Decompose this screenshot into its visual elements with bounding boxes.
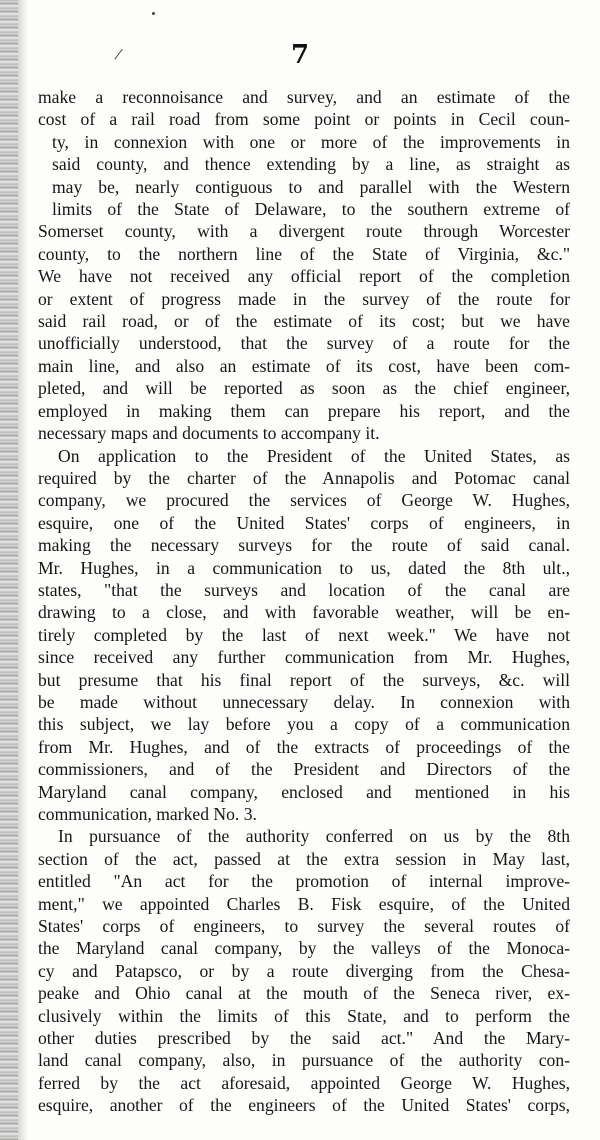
text-line: company, we procured the services of George W. Hughes, [38, 490, 570, 511]
text-line: make a reconnoisance and survey, and an estimate of the [38, 87, 570, 107]
paragraph-3 [38, 825, 570, 1116]
text-line: other duties prescribed by the said act." And the Mary- [38, 1028, 570, 1049]
stray-mark: / [113, 43, 125, 65]
paragraph-2 [38, 445, 570, 826]
text-line: esquire, one of the United States' corps of engineers, in [38, 512, 570, 533]
text-line: ty, in connexion with one or more of the improvements in [52, 131, 570, 152]
text-line: clusively within the limits of this State, and to perform the [38, 1005, 570, 1026]
text-line: since received any further communication from Mr. Hughes, [38, 647, 570, 668]
text-line: esquire, another of the engineers of the United States' corps, [38, 1095, 570, 1116]
text-line: land canal company, also, in pursuance of the authority con- [38, 1050, 570, 1071]
text-line: states, "that the surveys and location of the canal are [38, 579, 570, 600]
text-line: making the necessary surveys for the route of said canal. [38, 535, 570, 556]
text-line: Mr. Hughes, in a communication to us, dated the 8th ult., [38, 557, 570, 578]
text-line: Maryland canal company, enclosed and mentioned in his [38, 781, 570, 802]
text-line: drawing to a close, and with favorable weather, will be en- [38, 602, 570, 623]
text-line: ment," we appointed Charles B. Fisk esquire, of the United [38, 893, 570, 914]
text-line: tirely completed by the last of next week." We have not [38, 624, 570, 645]
text-line: said rail road, or of the estimate of its cost; but we have [38, 311, 570, 332]
text-line: the Maryland canal company, by the valleys of the Monoca- [38, 938, 570, 959]
text-line: communication, marked No. 3. [38, 804, 257, 824]
text-line: said county, and thence extending by a line, as straight as [52, 154, 570, 175]
text-line: pleted, and will be reported as soon as the chief engineer, [38, 378, 570, 399]
text-line: or extent of progress made in the survey of the route for [38, 288, 570, 309]
text-line: On application to the President of the United States, as [58, 445, 570, 466]
text-line: States' corps of engineers, to survey the several routes of [38, 916, 570, 937]
text-line: unofficially understood, that the survey of a route for the [38, 333, 570, 354]
text-line: county, to the northern line of the State of Virginia, &c." [38, 243, 570, 264]
text-line: may be, nearly contiguous to and parallel with the Western [52, 176, 570, 197]
text-line: We have not received any official report of the completion [38, 266, 570, 287]
paragraph-1 [38, 86, 570, 445]
text-line: cy and Patapsco, or by a route diverging from the Chesa- [38, 960, 570, 981]
text-line: be made without unnecessary delay. In connexion with [38, 691, 570, 712]
text-line: entitled "An act for the promotion of internal improve- [38, 871, 570, 892]
text-line: this subject, we lay before you a copy of a communication [38, 714, 570, 735]
page-number: 7 [290, 40, 310, 70]
text-line: employed in making them can prepare his report, and the [38, 400, 570, 421]
binding-shadow [18, 0, 28, 1140]
text-line: but presume that his final report of the surveys, &c. will [38, 669, 570, 690]
text-line: peake and Ohio canal at the mouth of the Seneca river, ex- [38, 983, 570, 1004]
text-line: section of the act, passed at the extra session in May last, [38, 848, 570, 869]
text-line: required by the charter of the Annapolis and Potomac canal [38, 467, 570, 488]
body-text [38, 86, 570, 1117]
text-line: from Mr. Hughes, and of the extracts of proceedings of the [38, 736, 570, 757]
ink-speck [152, 12, 155, 15]
text-line: cost of a rail road from some point or points in Cecil coun- [38, 109, 570, 130]
text-line: commissioners, and of the President and Directors of the [38, 759, 570, 780]
text-line: ferred by the act aforesaid, appointed George W. Hughes, [38, 1072, 570, 1093]
text-line: necessary maps and documents to accompany it. [38, 423, 380, 444]
text-line: limits of the State of Delaware, to the southern extreme of [52, 199, 570, 220]
binding-edge [0, 0, 18, 1140]
text-line: In pursuance of the authority conferred on us by the 8th [58, 826, 570, 847]
text-line: Somerset county, with a divergent route through Worcester [38, 221, 570, 242]
text-line: main line, and also an estimate of its cost, have been com- [38, 355, 570, 376]
